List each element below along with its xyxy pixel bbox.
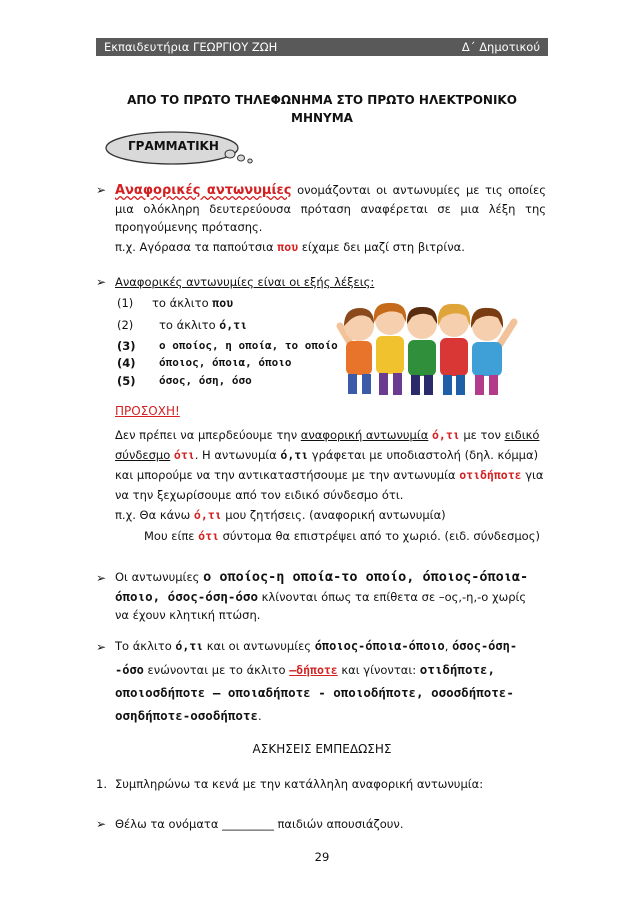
- text: παιδιών απουσιάζουν.: [273, 817, 404, 831]
- declension-line-1: [115, 568, 546, 586]
- bullet-icon: ➢: [96, 817, 107, 831]
- list-item-num: (3): [117, 339, 136, 353]
- keyword: ό,τι: [193, 508, 222, 522]
- children-illustration: [332, 286, 522, 398]
- list-item: [152, 294, 233, 312]
- pronoun-forms: -όσο: [115, 663, 144, 677]
- text: κλίνονται όπως τα επίθετα σε –ος,-η,-ο χωρίς: [258, 590, 527, 604]
- keyword: ότι: [198, 529, 219, 543]
- definition-text: ονομάζονται οι αντωνυμίες με τις οποίες μια ολόκληρη δευτερεύουσα πρόταση αναφέρεται σε μια λέξη της προηγούμενης πρότασης.: [115, 183, 546, 234]
- list-item-word: ό,τι: [219, 318, 247, 332]
- text: π.χ. Θα κάνω: [115, 508, 194, 522]
- text: . Η αντωνυμία: [194, 448, 281, 462]
- bullet-icon: ➢: [96, 183, 107, 197]
- compound-line-3: οποιοσδήποτε – οποιαδήποτε - οποιοδήποτε, οσοσδήποτε-: [115, 685, 514, 700]
- keyword: ότι: [173, 448, 195, 462]
- bullet-icon: ➢: [96, 640, 107, 654]
- list-intro: Αναφορικές αντωνυμίες είναι οι εξής λέξεις:: [115, 275, 375, 289]
- underlined-term: σύνδεσμο: [115, 448, 171, 462]
- compound-line-4: [115, 707, 262, 725]
- text: και μπορούμε να την αντικαταστήσουμε με την αντωνυμία: [115, 468, 460, 482]
- attention-example-1: [115, 506, 446, 524]
- text: για: [521, 468, 544, 482]
- compound-forms: οτιδήποτε,: [419, 662, 496, 677]
- attention-heading: ΠΡΟΣΟΧΗ!: [115, 404, 180, 418]
- text: Δεν πρέπει να μπερδεύουμε την: [115, 428, 301, 442]
- list-item-word: όποιος, όποια, όποιο: [159, 356, 292, 369]
- underlined-term: ειδικό: [504, 428, 540, 442]
- keyword: οτιδήποτε: [459, 468, 522, 482]
- pronoun-forms: όσος-όση-: [452, 639, 518, 653]
- header-school: Εκπαιδευτήρια ΓΕΩΡΓΙΟΥ ΖΩΗ: [104, 40, 278, 54]
- attention-line-4: να την ξεχωρίσουμε από τον ειδικό σύνδεσμο ότι.: [115, 488, 404, 502]
- suffix-keyword: –δήποτε: [289, 663, 338, 677]
- bullet-icon: ➢: [96, 571, 107, 585]
- text: Οι αντωνυμίες: [115, 570, 204, 584]
- grammar-badge-label: ΓΡΑΜΜΑΤΙΚΗ: [128, 139, 219, 153]
- keyword: ό,τι: [175, 639, 204, 653]
- page-header: [96, 38, 548, 56]
- underlined-term: αναφορική αντωνυμία: [300, 428, 429, 442]
- example-text: π.χ. Αγόρασα τα παπούτσια: [115, 240, 278, 254]
- list-item-word: που: [212, 296, 234, 310]
- text: και γίνονται:: [337, 663, 420, 677]
- text: μου ζητήσεις. (αναφορική αντωνυμία): [221, 508, 446, 522]
- pronoun-forms: όποιο, όσος-όση-όσο: [115, 589, 258, 604]
- text: Το άκλιτο: [115, 639, 176, 653]
- keyword: ό,τι: [431, 428, 460, 442]
- declension-line-3: να έχουν κλητική πτώση.: [115, 608, 261, 622]
- text: με τον: [459, 428, 505, 442]
- declension-line-2: [115, 588, 546, 606]
- compound-line-2: [115, 661, 546, 679]
- exercise-sentence: [115, 815, 404, 833]
- definition-example: [115, 238, 465, 256]
- attention-line-1: [115, 426, 546, 444]
- exercises-heading: ΑΣΚΗΣΕΙΣ ΕΜΠΕΔΩΣΗΣ: [252, 742, 392, 756]
- list-item-word: ο οποίος, η οποία, το οποίο: [159, 339, 338, 352]
- page-title-line1: ΑΠΟ ΤΟ ΠΡΩΤΟ ΤΗΛΕΦΩΝΗΜΑ ΣΤΟ ΠΡΩΤΟ ΗΛΕΚΤΡΟΝΙΚΟ: [127, 93, 517, 107]
- text: ενώνονται με το άκλιτο: [143, 663, 290, 677]
- compound-forms: οσηδήποτε-οσοδήποτε: [115, 708, 258, 723]
- text: γράφεται με υποδιαστολή (δηλ. κόμμα): [308, 448, 539, 462]
- header-grade: Δ΄ Δημοτικού: [461, 40, 540, 54]
- exercise-number: 1.: [96, 777, 107, 791]
- list-item: [159, 316, 247, 334]
- list-item-num: (2): [117, 318, 134, 332]
- compound-line-1: [115, 637, 546, 655]
- definition-paragraph: [115, 181, 546, 236]
- text: .: [258, 709, 262, 723]
- text: Μου είπε: [144, 529, 199, 543]
- page-number: 29: [314, 850, 330, 864]
- definition-term: Αναφορικές αντωνυμίες: [115, 183, 292, 198]
- example-text-end: είχαμε δει μαζί στη βιτρίνα.: [298, 240, 465, 254]
- bullet-icon: ➢: [96, 275, 107, 289]
- page-title-line2: ΜΗΝΥΜΑ: [291, 111, 353, 125]
- list-item-word: όσος, όση, όσο: [159, 374, 252, 387]
- list-item-num: (4): [117, 356, 136, 370]
- text: ,: [444, 639, 453, 653]
- pronoun-forms: ο οποίος-η οποία-το οποίο, όποιος-όποια-: [203, 569, 529, 585]
- list-item-text: το άκλιτο: [159, 318, 220, 332]
- example-keyword: που: [277, 240, 299, 254]
- list-item-text: το άκλιτο: [152, 296, 213, 310]
- keyword: ό,τι: [280, 448, 309, 462]
- list-item-num: (1): [117, 296, 134, 310]
- attention-example-2: [144, 527, 540, 545]
- fill-in-blank: _________: [222, 817, 274, 831]
- pronoun-forms: όποιος-όποια-όποιο: [314, 639, 445, 653]
- text: και οι αντωνυμίες: [203, 639, 315, 653]
- text: Θέλω τα ονόματα: [115, 817, 223, 831]
- exercise-instruction: Συμπληρώνω τα κενά με την κατάλληλη αναφορική αντωνυμία:: [115, 777, 484, 791]
- text: σύντομα θα επιστρέψει από το χωριό. (ειδ. σύνδεσμος): [218, 529, 540, 543]
- list-item-num: (5): [117, 374, 136, 388]
- attention-line-3: [115, 466, 546, 484]
- attention-line-2: [115, 446, 546, 464]
